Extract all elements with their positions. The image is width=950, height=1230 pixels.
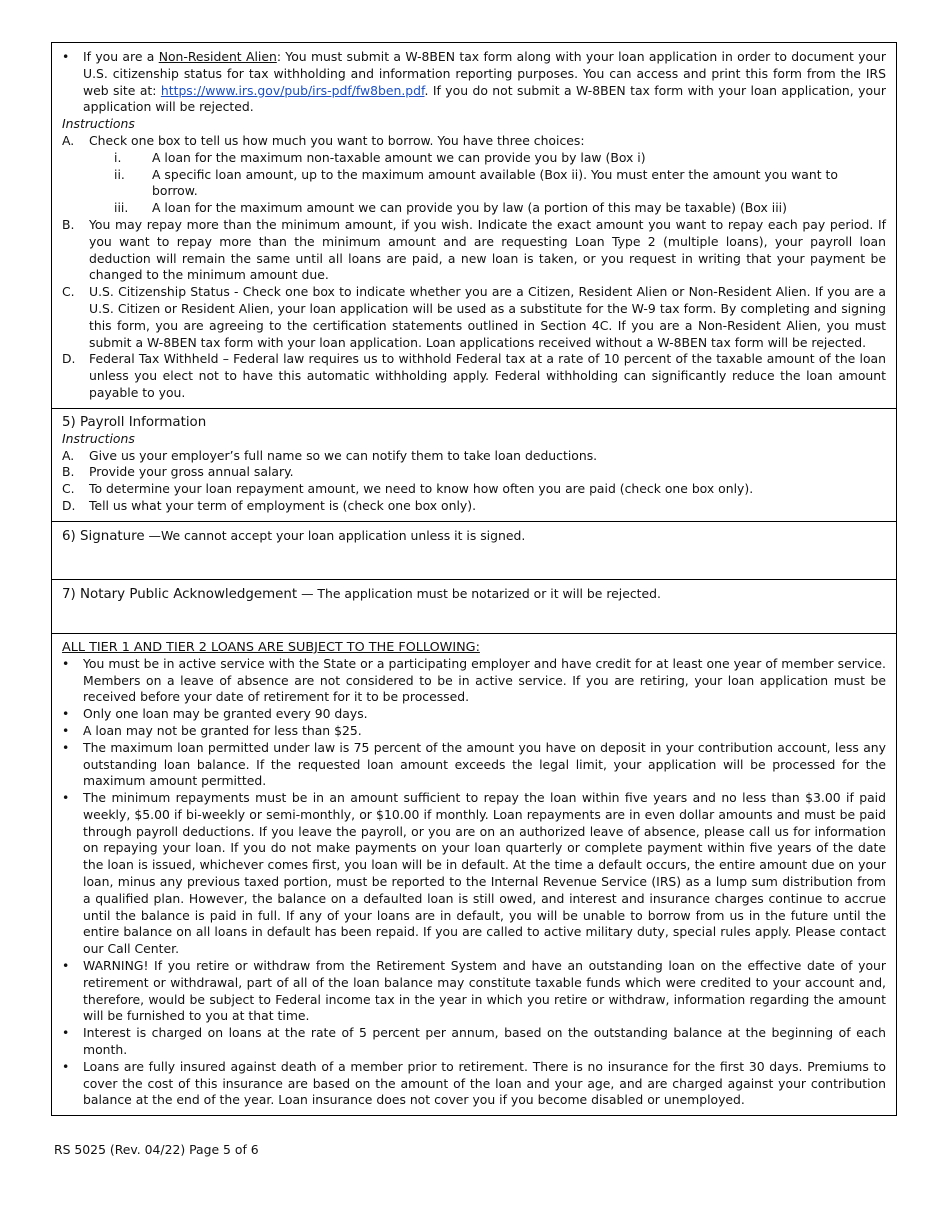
condition-item [62, 1059, 886, 1109]
section-signature [52, 522, 896, 580]
condition-text: Only one loan may be granted every 90 days. [83, 706, 368, 722]
choice-item: iii. A loan for the maximum amount we can provide you by law (a portion of this may be taxable) (Box iii) [114, 200, 787, 216]
condition-text: A loan may not be granted for less than $25. [83, 722, 362, 738]
page-footer: RS 5025 (Rev. 04/22) Page 5 of 6 [54, 1142, 259, 1157]
section-title: 6) Signature —We cannot accept your loan application unless it is signed. [62, 527, 526, 544]
instruction-item: A. Give us your employer’s full name so we can notify them to take loan deductions. [62, 447, 598, 463]
instruction-item: B. You may repay more than the minimum amount, if you wish. Indicate the exact amount you want to repay each pay period. If you want to repay more than the minimum amount and are requesting Loan Type 2 (multiple loans), your payroll loan deduction will remain the same until all loans are paid, a new loan is taken, or you request in writing that your payment be changed to the minimum amount due. [62, 216, 886, 283]
condition-text: The maximum loan permitted under law is 75 percent of the amount you have on deposit in your contribution account, less any outstanding loan balance. If the requested loan amount exceeds the legal limit, your application will be processed for the maximum amount permitted. [83, 739, 886, 789]
condition-item [62, 958, 886, 1025]
instruction-item: D. Tell us what your term of employment is (check one box only). [62, 497, 477, 513]
bullet-marker: • [62, 790, 70, 806]
condition-item [62, 723, 886, 740]
conditions-list [62, 656, 886, 1110]
irs-w8ben-link[interactable]: https://www.irs.gov/pub/irs-pdf/fw8ben.pdf [160, 82, 425, 98]
condition-text: The minimum repayments must be in an amount sufficient to repay the loan within five years and no less than $3.00 if paid weekly, $5.00 if bi-weekly or semi-monthly, or $10.00 if monthly. Loan repayments are in even dollar amounts and must be paid through payroll deductions. If you leave the payroll, or you are on an authorized leave of absence, please call us for information on repaying your loan. If you do not make payments on your loan quarterly or complete payment within five years of the date the loan is issued, whichever comes first, you loan will be in default. At the time a default occurs, the entire amount due on your loan, minus any previous taxed portion, must be reported to the Internal Revenue Service (IRS) as a lump sum distribution from a qualified plan. However, the balance on a defaulted loan is still owed, and interest and insurance charges continue to accrue until the balance is paid in full. If any of your loans are in default, you will be unable to borrow from us in the future until the entire balance on all loans in default has been repaid. If you are called to active military duty, special rules apply. Please contact our Call Center. [83, 790, 886, 957]
bullet-marker: • [62, 1025, 70, 1041]
choice-item: i. A loan for the maximum non-taxable amount we can provide you by law (Box i) [114, 149, 646, 165]
condition-text: Loans are fully insured against death of a member prior to retirement. There is no insurance for the first 30 days. Premiums to cover the cost of this insurance are based on the amount of the loan and your age, and are charged against your contribution balance at the end of the year. Loan insurance does not cover you if you become disabled or unemployed. [83, 1058, 886, 1108]
instruction-item: B. Provide your gross annual salary. [62, 464, 294, 480]
bullet-marker: • [62, 739, 70, 755]
form-frame [51, 42, 897, 1116]
instructions-label: Instructions [62, 430, 135, 446]
condition-text: WARNING! If you retire or withdraw from the Retirement System and have an outstanding loan on the effective date of your retirement or withdrawal, part of all of the loan balance may constitute taxable funds which were credited to your account and, therefore, would be subject to Federal income tax in the year in which you retire or withdraw, information regarding the amount will be furnished to you at that time. [83, 958, 886, 1024]
bullet-marker: • [62, 958, 70, 974]
bullet-marker: • [62, 49, 70, 64]
condition-item [62, 706, 886, 723]
condition-item [62, 740, 886, 790]
section-title: 5) Payroll Information [62, 414, 207, 430]
bullet-marker: • [62, 1058, 70, 1074]
condition-item [62, 790, 886, 958]
section-title: 7) Notary Public Acknowledgement — The application must be notarized or it will be rejected. [62, 585, 661, 602]
condition-text: Interest is charged on loans at the rate of 5 percent per annum, based on the outstanding balance at the beginning of each month. [83, 1025, 886, 1058]
nra-term: Non-Resident Alien [158, 49, 277, 64]
condition-item [62, 656, 886, 706]
instruction-item: A. Check one box to tell us how much you want to borrow. You have three choices: [62, 132, 585, 148]
instruction-item: C. U.S. Citizenship Status - Check one box to indicate whether you are a Citizen, Resident Alien or Non-Resident Alien. If you are a U.S. Citizen or Resident Alien, your loan application will be used as a substitute for the W-9 tax form. By completing and signing this form, you are agreeing to the certification statements outlined in Section 4C. If you are a Non-Resident Alien, you must submit a W-8BEN tax form with your loan application. Loan applications received without a W-8BEN tax form will be rejected. [62, 284, 886, 350]
bullet-marker: • [62, 706, 70, 722]
section-loan-instructions [52, 43, 896, 409]
nra-bullet [62, 49, 886, 116]
instruction-item: C. To determine your loan repayment amount, we need to know how often you are paid (check one box only). [62, 481, 754, 497]
section-title: ALL TIER 1 AND TIER 2 LOANS ARE SUBJECT TO THE FOLLOWING: [62, 639, 480, 655]
choice-item: ii. A specific loan amount, up to the maximum amount available (Box ii). You must enter the amount you want to borrow. [114, 166, 838, 199]
condition-text: You must be in active service with the State or a participating employer and have credit for at least one year of member service. Members on a leave of absence are not considered to be in active service. If you are retiring, your loan application must be received before your date of retirement for it to be processed. [83, 655, 886, 705]
bullet-marker: • [62, 722, 70, 738]
instruction-item: D. Federal Tax Withheld – Federal law requires us to withhold Federal tax at a rate of 10 percent of the taxable amount of the loan unless you elect not to have this automatic withholding apply. Federal withholding can significantly reduce the loan amount payable to you. [62, 351, 886, 400]
condition-item [62, 1025, 886, 1059]
section-notary [52, 580, 896, 634]
section-loan-conditions [52, 634, 896, 1116]
nra-text: If you are a Non-Resident Alien: You must submit a W-8BEN tax form along with your loan application in order to document your U.S. citizenship status for tax withholding and information reporting purposes. You can access and print this form from the IRS web site at: https://www.irs.gov/pub/irs-pdf/fw8ben.pdf. If you do not submit a W-8BEN tax form with your loan application, your application will be rejected. [83, 49, 886, 115]
instructions-label: Instructions [62, 116, 135, 132]
bullet-marker: • [62, 655, 70, 671]
section-payroll-information [52, 409, 896, 522]
